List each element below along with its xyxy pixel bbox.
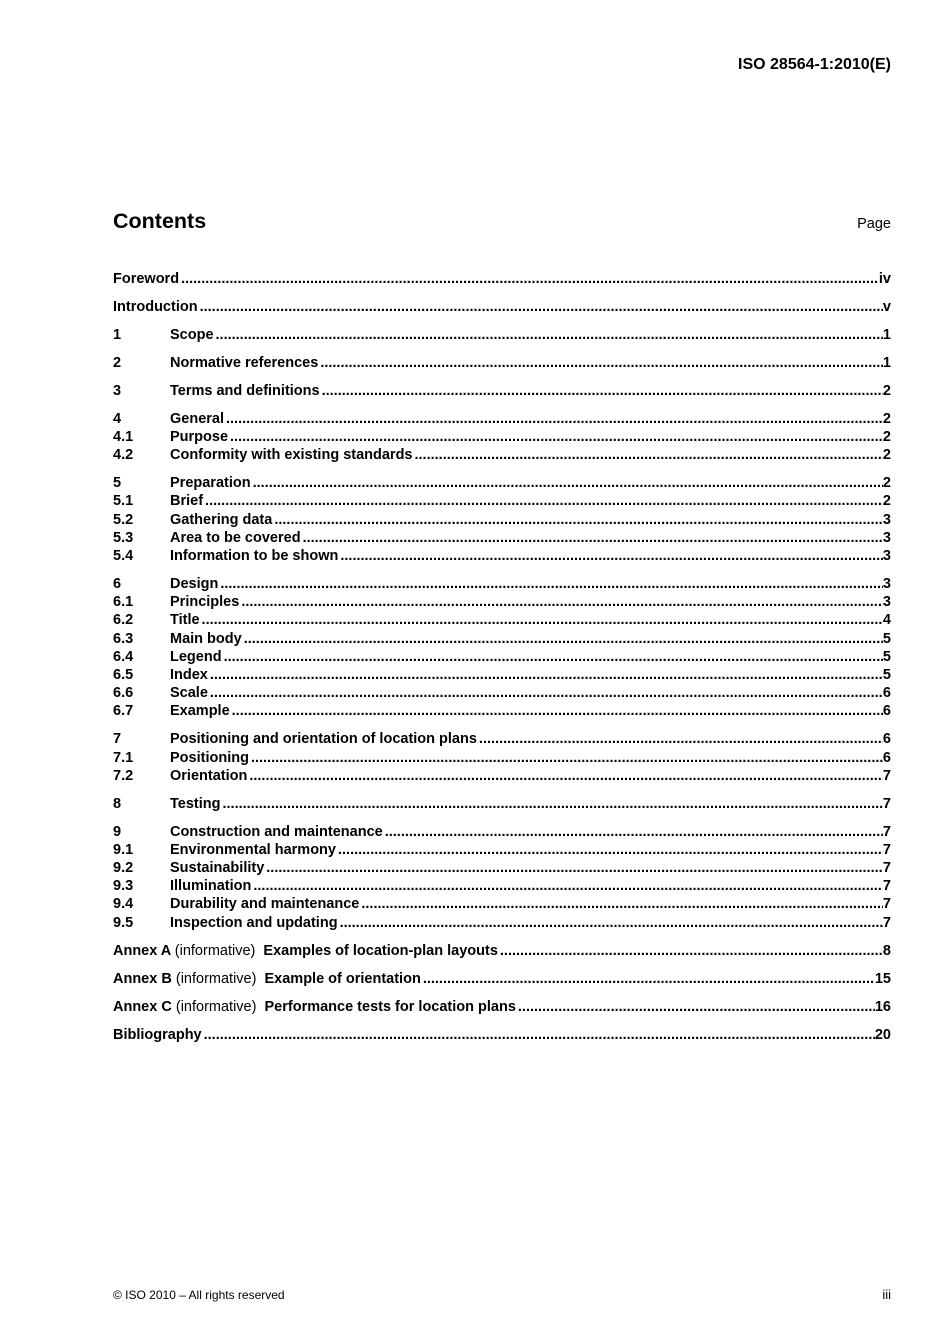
toc-dot-leader bbox=[415, 446, 883, 464]
toc-dot-leader bbox=[222, 795, 882, 813]
toc-entry-page: 2 bbox=[882, 410, 891, 427]
toc-entry-number: 9.5 bbox=[113, 914, 134, 931]
toc-dot-leader bbox=[205, 492, 883, 510]
toc-entry-page: 1 bbox=[882, 326, 891, 343]
toc-entry-number: 9 bbox=[113, 823, 122, 840]
toc-entry-number: 1 bbox=[113, 326, 122, 343]
toc-entry-title: Inspection and updating bbox=[170, 914, 338, 931]
toc-entry[interactable] bbox=[113, 998, 891, 1016]
toc-entry[interactable] bbox=[113, 684, 891, 702]
toc-entry[interactable] bbox=[113, 298, 891, 316]
toc-entry-number: 5.2 bbox=[113, 511, 134, 528]
toc-entry-page: 6 bbox=[882, 703, 891, 720]
toc-dot-leader bbox=[181, 270, 879, 288]
toc-entry-number: 4 bbox=[113, 410, 122, 427]
toc-entry-title: Example of orientation bbox=[264, 970, 421, 987]
toc-entry[interactable] bbox=[113, 474, 891, 492]
toc-entry-page: 3 bbox=[882, 548, 891, 565]
toc-entry-number: 8 bbox=[113, 795, 122, 812]
toc-entry-page: 1 bbox=[882, 354, 891, 371]
toc-entry-number: 6.3 bbox=[113, 630, 134, 647]
toc-entry[interactable] bbox=[113, 575, 891, 593]
toc-dot-leader bbox=[210, 666, 883, 684]
toc-entry-title: Durability and maintenance bbox=[170, 896, 360, 913]
toc-annex-informative: (informative) bbox=[174, 942, 256, 959]
toc-entry-number: 5 bbox=[113, 475, 122, 492]
toc-entry-title: Principles bbox=[170, 594, 240, 611]
toc-entry[interactable] bbox=[113, 648, 891, 666]
toc-entry-title: Legend bbox=[170, 648, 222, 665]
toc-entry-number: 6.1 bbox=[113, 594, 134, 611]
toc-entry[interactable] bbox=[113, 547, 891, 565]
toc-entry-number: 4.2 bbox=[113, 447, 134, 464]
copyright-notice: © ISO 2010 – All rights reserved bbox=[113, 1288, 285, 1302]
toc-entry-title: Area to be covered bbox=[170, 529, 301, 546]
toc-entry-title: Positioning and orientation of location plans bbox=[170, 731, 477, 748]
toc-entry-title: Scope bbox=[170, 326, 214, 343]
toc-entry-page: v bbox=[882, 298, 891, 315]
toc-entry[interactable] bbox=[113, 767, 891, 785]
toc-entry[interactable] bbox=[113, 970, 891, 988]
toc-entry-page: 3 bbox=[882, 529, 891, 546]
toc-dot-leader bbox=[253, 474, 883, 492]
toc-entry[interactable] bbox=[113, 382, 891, 400]
toc-dot-leader bbox=[361, 895, 883, 913]
toc-entry[interactable] bbox=[113, 593, 891, 611]
toc-entry[interactable] bbox=[113, 859, 891, 877]
toc-dot-leader bbox=[500, 942, 883, 960]
toc-entry-title: Conformity with existing standards bbox=[170, 447, 413, 464]
toc-entry[interactable] bbox=[113, 749, 891, 767]
toc-annex-label bbox=[113, 970, 265, 988]
document-id: ISO 28564-1:2010(E) bbox=[738, 56, 891, 73]
toc-entry-number: 3 bbox=[113, 382, 122, 399]
toc-entry-title: Testing bbox=[170, 795, 221, 812]
toc-entry-title: Index bbox=[170, 666, 208, 683]
toc-entry-number: 7.1 bbox=[113, 749, 134, 766]
toc-entry[interactable] bbox=[113, 895, 891, 913]
toc-dot-leader bbox=[200, 298, 883, 316]
toc-entry-page: 20 bbox=[874, 1026, 891, 1043]
toc-entry[interactable] bbox=[113, 841, 891, 859]
toc-entry-title: Positioning bbox=[170, 749, 249, 766]
toc-dot-leader bbox=[274, 511, 883, 529]
toc-entry-title: Performance tests for location plans bbox=[264, 998, 516, 1015]
toc-entry-page: 5 bbox=[882, 648, 891, 665]
toc-dot-leader bbox=[423, 970, 875, 988]
toc-entry[interactable] bbox=[113, 877, 891, 895]
toc-entry-page: 2 bbox=[882, 475, 891, 492]
toc-dot-leader bbox=[303, 529, 883, 547]
toc-entry-number: 6 bbox=[113, 576, 122, 593]
toc-entry-page: 8 bbox=[882, 942, 891, 959]
toc-entry-page: 16 bbox=[874, 998, 891, 1015]
toc-entry-number: 7 bbox=[113, 731, 122, 748]
toc-entry-page: 6 bbox=[882, 749, 891, 766]
toc-dot-leader bbox=[479, 730, 883, 748]
toc-entry-page: 3 bbox=[882, 511, 891, 528]
toc-dot-leader bbox=[244, 630, 883, 648]
toc-dot-leader bbox=[518, 998, 875, 1016]
toc-entry[interactable] bbox=[113, 666, 891, 684]
toc-entry-page: 7 bbox=[882, 841, 891, 858]
toc-dot-leader bbox=[253, 877, 883, 895]
toc-entry-title: Examples of location-plan layouts bbox=[263, 942, 498, 959]
toc-entry-title: Introduction bbox=[113, 298, 198, 315]
toc-entry-page: 6 bbox=[882, 731, 891, 748]
toc-entry[interactable] bbox=[113, 795, 891, 813]
toc-entry-page: iv bbox=[878, 271, 891, 287]
toc-entry-page: 7 bbox=[882, 914, 891, 931]
toc-entry[interactable] bbox=[113, 730, 891, 748]
toc-entry[interactable] bbox=[113, 702, 891, 720]
toc-entry-page: 15 bbox=[874, 970, 891, 987]
toc-dot-leader bbox=[220, 575, 883, 593]
toc-entry-title: Foreword bbox=[113, 271, 180, 287]
toc-entry-number: 9.2 bbox=[113, 860, 134, 877]
toc-entry-title: General bbox=[170, 410, 224, 427]
toc-entry-number: 5.1 bbox=[113, 493, 134, 510]
toc-entry-title: Example bbox=[170, 703, 230, 720]
toc-entry[interactable] bbox=[113, 529, 891, 547]
toc-entry-title: Normative references bbox=[170, 354, 319, 371]
toc-dot-leader bbox=[232, 702, 883, 720]
toc-entry-title: Purpose bbox=[170, 429, 229, 446]
toc-entry-page: 2 bbox=[882, 382, 891, 399]
toc-dot-leader bbox=[320, 354, 883, 372]
toc-entry-number: 5.3 bbox=[113, 529, 134, 546]
toc-entry-number: 6.4 bbox=[113, 648, 134, 665]
toc-annex-label bbox=[113, 998, 265, 1016]
toc-entry-title: Environmental harmony bbox=[170, 841, 336, 858]
toc-entry[interactable] bbox=[113, 611, 891, 629]
toc-annex-id: Annex B bbox=[113, 970, 172, 987]
toc-entry[interactable] bbox=[113, 914, 891, 932]
toc-entry[interactable] bbox=[113, 630, 891, 648]
toc-entry-number: 4.1 bbox=[113, 429, 134, 446]
toc-annex-informative: (informative) bbox=[175, 998, 257, 1015]
toc-dot-leader bbox=[322, 382, 883, 400]
toc-entry-number: 9.1 bbox=[113, 841, 134, 858]
toc-dot-leader bbox=[210, 684, 883, 702]
toc-entry[interactable] bbox=[113, 428, 891, 446]
toc-entry-number: 9.4 bbox=[113, 896, 134, 913]
toc-entry[interactable] bbox=[113, 492, 891, 510]
toc-entry-number: 6.2 bbox=[113, 612, 134, 629]
toc-entry-title: Gathering data bbox=[170, 511, 273, 528]
toc-entry-title: Title bbox=[170, 612, 200, 629]
toc-entry-title: Brief bbox=[170, 493, 204, 510]
toc-dot-leader bbox=[249, 767, 883, 785]
toc-entry-page: 7 bbox=[882, 878, 891, 895]
toc-entry-page: 3 bbox=[882, 576, 891, 593]
toc-entry-number: 6.5 bbox=[113, 666, 134, 683]
toc-entry-title: Illumination bbox=[170, 878, 252, 895]
toc-entry-page: 2 bbox=[882, 447, 891, 464]
toc-entry[interactable] bbox=[113, 823, 891, 841]
toc-dot-leader bbox=[338, 841, 883, 859]
toc-entry-page: 7 bbox=[882, 860, 891, 877]
toc-entry-title: Bibliography bbox=[113, 1026, 202, 1043]
toc-dot-leader bbox=[226, 410, 883, 428]
contents-heading: Contents bbox=[113, 209, 207, 233]
toc-dot-leader bbox=[340, 547, 883, 565]
toc-entry-number: 2 bbox=[113, 354, 122, 371]
toc-entry-title: Terms and definitions bbox=[170, 382, 320, 399]
toc-entry-page: 7 bbox=[882, 823, 891, 840]
toc-entry-title: Sustainability bbox=[170, 860, 265, 877]
toc-entry-title: Main body bbox=[170, 630, 242, 647]
page-number: iii bbox=[882, 1287, 891, 1302]
toc-entry-page: 3 bbox=[882, 594, 891, 611]
toc-entry-title: Construction and maintenance bbox=[170, 823, 383, 840]
toc-entry[interactable] bbox=[113, 326, 891, 344]
toc-dot-leader bbox=[385, 823, 883, 841]
toc-entry[interactable] bbox=[113, 410, 891, 428]
toc-entry-page: 7 bbox=[882, 896, 891, 913]
page-column-label: Page bbox=[857, 216, 891, 232]
table-of-contents bbox=[113, 270, 891, 1044]
toc-dot-leader bbox=[202, 611, 883, 629]
toc-entry-page: 5 bbox=[882, 666, 891, 683]
toc-entry-page: 4 bbox=[882, 612, 891, 629]
toc-entry-title: Preparation bbox=[170, 475, 251, 492]
toc-dot-leader bbox=[251, 749, 883, 767]
toc-entry-number: 6.7 bbox=[113, 703, 134, 720]
toc-entry-number: 9.3 bbox=[113, 878, 134, 895]
toc-entry-title: Information to be shown bbox=[170, 548, 339, 565]
toc-dot-leader bbox=[266, 859, 883, 877]
toc-dot-leader bbox=[340, 914, 883, 932]
toc-entry-page: 7 bbox=[882, 795, 891, 812]
toc-entry-page: 2 bbox=[882, 493, 891, 510]
toc-dot-leader bbox=[224, 648, 883, 666]
toc-entry-number: 5.4 bbox=[113, 548, 134, 565]
toc-annex-informative: (informative) bbox=[175, 970, 257, 987]
toc-entry-title: Design bbox=[170, 576, 219, 593]
toc-entry[interactable] bbox=[113, 354, 891, 372]
toc-dot-leader bbox=[241, 593, 883, 611]
toc-entry-page: 5 bbox=[882, 630, 891, 647]
toc-entry-number: 7.2 bbox=[113, 767, 134, 784]
toc-entry-page: 7 bbox=[882, 767, 891, 784]
toc-dot-leader bbox=[230, 428, 883, 446]
toc-entry-title: Scale bbox=[170, 685, 208, 702]
toc-dot-leader bbox=[204, 1026, 875, 1044]
toc-entry[interactable] bbox=[113, 511, 891, 529]
toc-annex-label bbox=[113, 942, 263, 960]
toc-entry[interactable] bbox=[113, 942, 891, 960]
toc-dot-leader bbox=[216, 326, 883, 344]
toc-entry-page: 6 bbox=[882, 685, 891, 702]
toc-entry-number: 6.6 bbox=[113, 685, 134, 702]
toc-entry[interactable] bbox=[113, 1026, 891, 1044]
toc-annex-id: Annex C bbox=[113, 998, 172, 1015]
toc-entry[interactable] bbox=[113, 446, 891, 464]
toc-entry-title: Orientation bbox=[170, 767, 248, 784]
toc-entry-page: 2 bbox=[882, 429, 891, 446]
toc-entry[interactable] bbox=[113, 270, 891, 288]
toc-annex-id: Annex A bbox=[113, 942, 171, 959]
